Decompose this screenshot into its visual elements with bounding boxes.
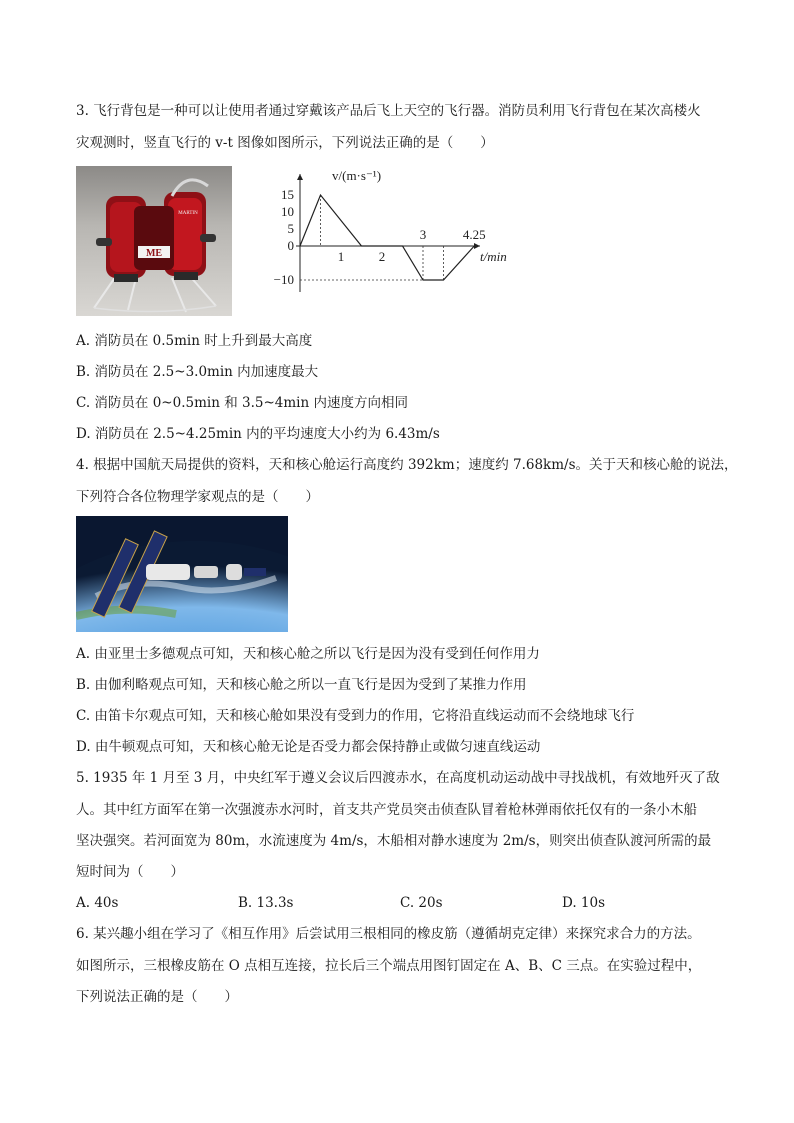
- q5-stem-line-2: 人。其中红方面军在第一次强渡赤水河时，首支共产党员突击侦查队冒着枪林弹雨依托仅有的一条小木船: [76, 802, 697, 818]
- series-points: [300, 195, 474, 280]
- y-tick-label: 0: [287, 238, 294, 253]
- q5-stem-line-1: 5. 1935 年 1 月至 3 月，中央红军于遵义会议后四渡赤水，在高度机动运动战中寻找战机，有效地歼灭了敌: [76, 770, 720, 786]
- q5-option-a[interactable]: A. 40s: [76, 895, 119, 911]
- jetpack-photo: [76, 166, 232, 316]
- x-axis-label: t/min: [480, 249, 507, 264]
- jetpack-label: ME: [145, 248, 163, 259]
- chart-tick-labels: [274, 187, 486, 287]
- q4-option-c[interactable]: C. 由笛卡尔观点可知，天和核心舱如果没有受到力的作用，它将沿直线运动而不会绕地球飞行: [76, 708, 635, 724]
- y-tick-label: 15: [281, 187, 294, 202]
- q3-stem-line-2: 灾观测时，竖直飞行的 v-t 图像如图所示，下列说法正确的是（ ）: [76, 135, 494, 151]
- q5-stem-line-3: 坚决强突。若河面宽为 80m，水流速度为 4m/s，木船相对静水速度为 2m/s，则突出侦查队渡河所需的最: [76, 833, 712, 849]
- q5-option-c[interactable]: C. 20s: [400, 895, 443, 911]
- y-tick-label: −10: [273, 272, 294, 287]
- q6-stem-line-2: 如图所示，三根橡皮筋在 O 点相互连接，拉长后三个端点用图钉固定在 A、B、C 三点。在实验过程中，: [76, 958, 702, 974]
- q4-option-a[interactable]: A. 由亚里士多德观点可知，天和核心舱之所以飞行是因为没有受到任何作用力: [76, 646, 540, 662]
- q5-option-b[interactable]: B. 13.3s: [238, 895, 294, 911]
- y-tick-label: 5: [287, 221, 294, 236]
- series-line: [300, 195, 474, 280]
- x-tick-label: 4.25: [462, 227, 486, 242]
- x-tick-label: 3: [419, 227, 427, 242]
- q3-option-c[interactable]: C. 消防员在 0~0.5min 和 3.5~4min 内速度方向相同: [76, 395, 408, 411]
- q4-option-d[interactable]: D. 由牛顿观点可知，天和核心舱无论是否受力都会保持静止或做匀速直线运动: [76, 739, 541, 755]
- y-axis-label: v/(m·s⁻¹): [332, 168, 382, 183]
- q4-stem-line-2: 下列符合各位物理学家观点的是（ ）: [76, 489, 319, 505]
- q3-stem-line-1: 3. 飞行背包是一种可以让使用者通过穿戴该产品后飞上天空的飞行器。消防员利用飞行背包在某次高楼火: [76, 103, 701, 119]
- q6-stem-line-1: 6. 某兴趣小组在学习了《相互作用》后尝试用三根相同的橡皮筋（遵循胡克定律）来探究求合力的方法。: [76, 926, 701, 942]
- jetpack-brand: MARTIN: [178, 211, 198, 216]
- y-tick-label: 10: [281, 204, 294, 219]
- q3-option-a[interactable]: A. 消防员在 0.5min 时上升到最大高度: [76, 333, 313, 349]
- q5-option-d[interactable]: D. 10s: [562, 895, 606, 911]
- q3-option-d[interactable]: D. 消防员在 2.5~4.25min 内的平均速度大小约为 6.43m/s: [76, 426, 440, 442]
- q4-stem-line-1: 4. 根据中国航天局提供的资料，天和核心舱运行高度约 392km；速度约 7.68km/s。关于天和核心舱的说法，: [76, 457, 738, 473]
- q6-stem-line-3: 下列说法正确的是（ ）: [76, 989, 238, 1005]
- vt-chart: [268, 164, 518, 320]
- q4-option-b[interactable]: B. 由伽利略观点可知，天和核心舱之所以一直飞行是因为受到了某推力作用: [76, 677, 527, 693]
- q5-stem-line-4: 短时间为（ ）: [76, 864, 184, 880]
- x-tick-label: 2: [378, 249, 386, 264]
- x-tick-label: 1: [337, 249, 345, 264]
- chart-axes: [296, 174, 480, 292]
- space-station-photo: [76, 516, 288, 632]
- q3-option-b[interactable]: B. 消防员在 2.5~3.0min 内加速度最大: [76, 364, 319, 380]
